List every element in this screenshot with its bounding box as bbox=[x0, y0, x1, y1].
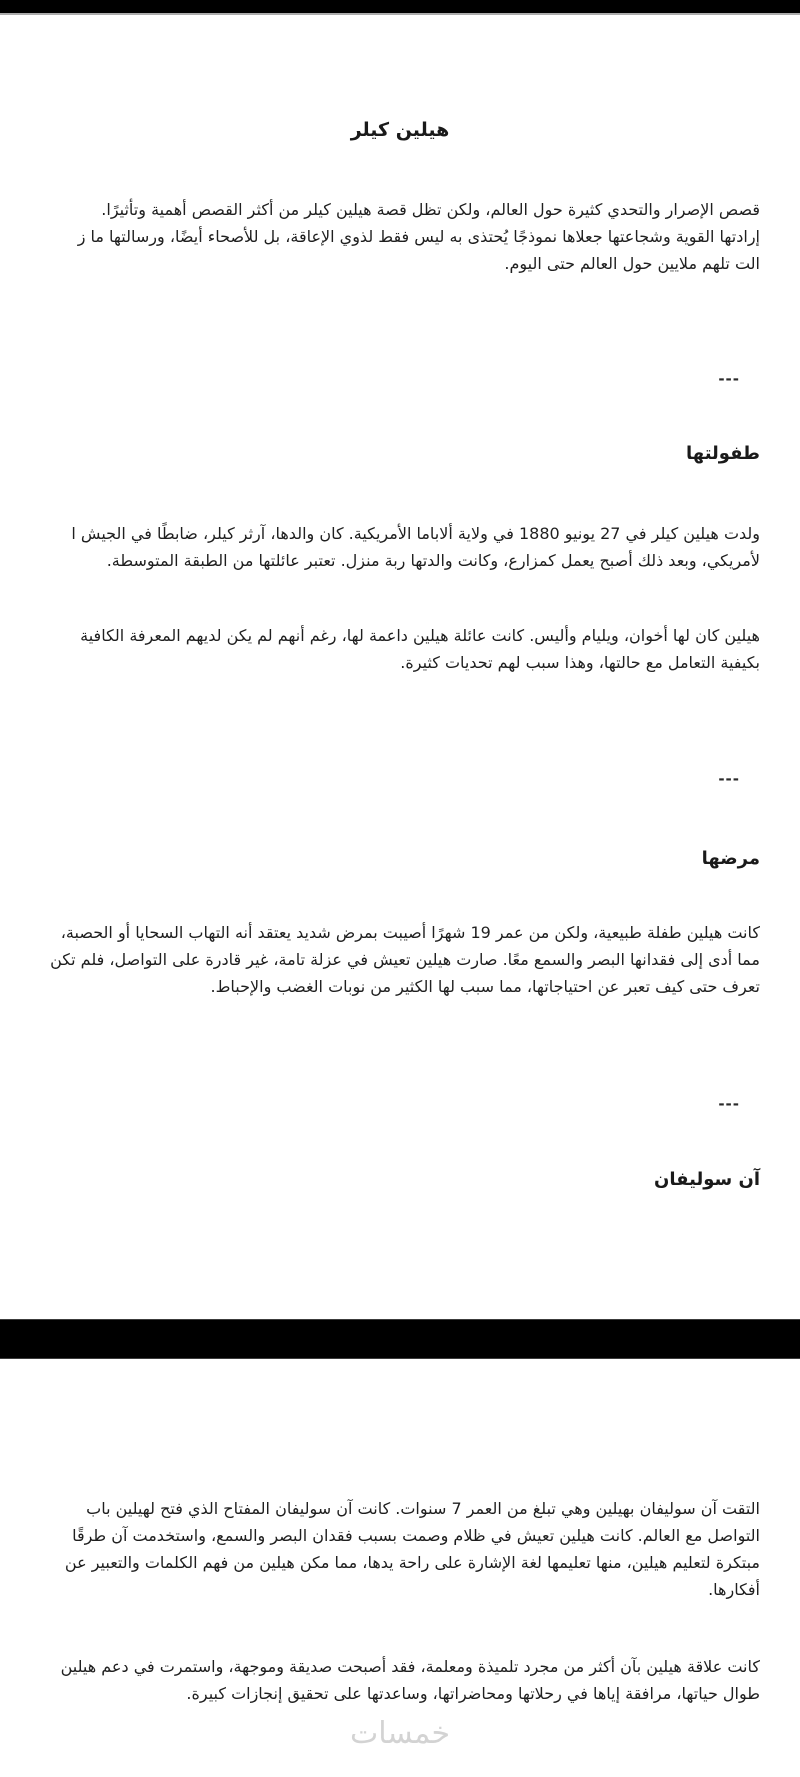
paragraph-line: لأمريكي، وبعد ذلك أصبح يعمل كمزارع، وكانت والدتها ربة منزل. تعتبر عائلتها من الطبقة المتوسطة. bbox=[106, 551, 760, 570]
paragraph-line: هيلين كان لها أخوان، ويليام وأليس. كانت عائلة هيلين داعمة لها، رغم أنهم لم يكن لديهم المعرفة الكافية bbox=[80, 626, 760, 645]
section-heading-illness: مرضها bbox=[701, 848, 760, 869]
sullivan-paragraph-1 bbox=[40, 1495, 760, 1603]
paragraph-line: كانت هيلين طفلة طبيعية، ولكن من عمر 19 شهرًا أصيبت بمرض شديد يعتقد أنه التهاب السحايا أو الحصبة، bbox=[60, 923, 760, 942]
paragraph-line: مبتكرة لتعليم هيلين، منها تعليمها لغة الإشارة على راحة يدها، مما مكن هيلين من فهم الكلمات والتعبير عن bbox=[64, 1553, 760, 1572]
paragraph-line: بكيفية التعامل مع حالتها، وهذا سبب لهم تحديات كثيرة. bbox=[400, 653, 760, 672]
paragraph-line: التقت آن سوليفان بهيلين وهي تبلغ من العمر 7 سنوات. كانت آن سوليفان المفتاح الذي فتح لهيلين باب bbox=[86, 1499, 760, 1518]
childhood-paragraph-1 bbox=[40, 520, 760, 574]
paragraph-line: إرادتها القوية وشجاعتها جعلاها نموذجًا يُحتذى به ليس فقط لذوي الإعاقة، بل للأصحاء أيضًا، ورسالتها ما ز bbox=[77, 227, 760, 246]
section-heading-childhood: طفولتها bbox=[686, 443, 760, 464]
paragraph-line: التواصل مع العالم. كانت هيلين تعيش في ظلام وصمت بسبب فقدان البصر والسمع، واستخدمت آن طرقًا bbox=[72, 1526, 760, 1545]
childhood-paragraph-2 bbox=[40, 622, 760, 676]
khamsat-watermark: خمسات bbox=[349, 1716, 451, 1751]
paragraph-line: الت تلهم ملايين حول العالم حتى اليوم. bbox=[504, 254, 760, 273]
top-black-bar bbox=[0, 0, 800, 15]
paragraph-line: كانت علاقة هيلين بآن أكثر من مجرد تلميذة ومعلمة، فقد أصبحت صديقة وموجهة، واستمرت في دعم هيلين bbox=[60, 1657, 760, 1676]
section-separator: --- bbox=[718, 770, 740, 788]
paragraph-line: أفكارها. bbox=[708, 1580, 760, 1599]
page-title: هيلين كيلر bbox=[350, 119, 450, 141]
section-heading-sullivan: آن سوليفان bbox=[654, 1169, 760, 1190]
paragraph-line: طوال حياتها، مرافقة إياها في رحلاتها ومحاضراتها، وساعدتها على تحقيق إنجازات كبيرة. bbox=[186, 1684, 760, 1703]
sullivan-paragraph-2 bbox=[40, 1653, 760, 1707]
section-separator: --- bbox=[718, 1095, 740, 1113]
section-separator: --- bbox=[718, 370, 740, 388]
intro-paragraph bbox=[40, 196, 760, 277]
paragraph-line: قصص الإصرار والتحدي كثيرة حول العالم، ولكن تظل قصة هيلين كيلر من أكثر القصص أهمية وتأثيرًا. bbox=[101, 200, 760, 219]
paragraph-line: ولدت هيلين كيلر في 27 يونيو 1880 في ولاية ألاباما الأمريكية. كان والدها، آرثر كيلر، ضابطًا في الجيش ا bbox=[71, 524, 760, 543]
paragraph-line: تعرف حتى كيف تعبر عن احتياجاتها، مما سبب لها الكثير من نوبات الغضب والإحباط. bbox=[210, 977, 760, 996]
illness-paragraph bbox=[40, 919, 760, 1000]
redacted-image-bar bbox=[0, 1319, 800, 1359]
paragraph-line: مما أدى إلى فقدانها البصر والسمع معًا. صارت هيلين تعيش في عزلة تامة، غير قادرة على التواصل، فلم تكن bbox=[50, 950, 760, 969]
